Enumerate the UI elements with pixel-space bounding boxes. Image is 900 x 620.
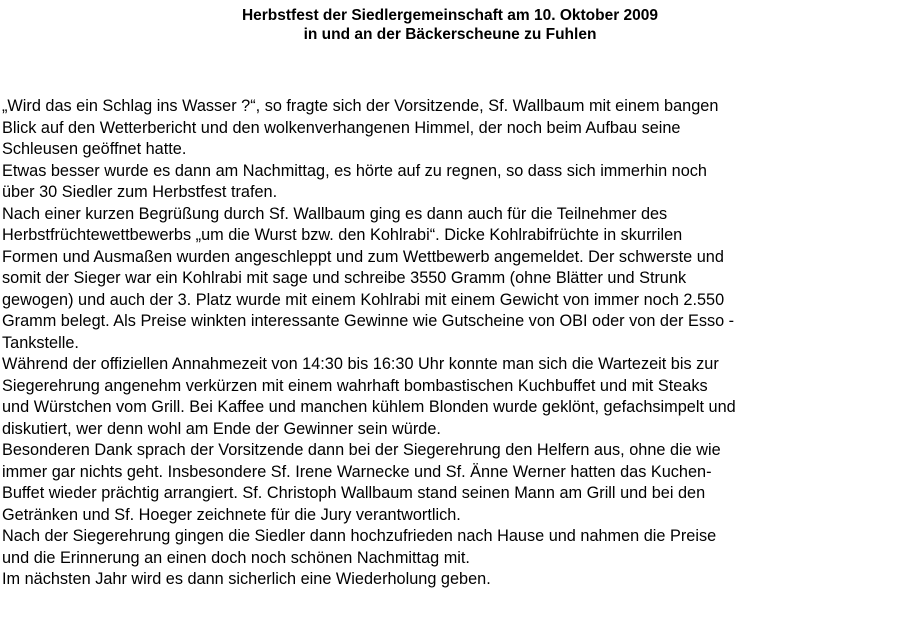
title-line: Herbstfest der Siedlergemeinschaft am 10. Oktober 2009 [241, 7, 659, 24]
body-line: Im nächsten Jahr wird es dann sicherlich eine Wiederholung geben. [2, 570, 491, 588]
body-line: Blick auf den Wetterbericht und den wolkenverhangenen Himmel, der noch beim Aufbau seine [2, 118, 681, 137]
document-title [0, 6, 900, 44]
body-line: Schleusen geöffnet hatte. [2, 140, 187, 158]
body-line: Besonderen Dank sprach der Vorsitzende dann bei der Siegerehrung den Helfern aus, ohne die wie [2, 441, 721, 459]
body-line: Nach einer kurzen Begrüßung durch Sf. Wallbaum ging es dann auch für die Teilnehmer des [2, 204, 668, 223]
body-line: Siegerehrung angenehm verkürzen mit einem wahrhaft bombastischen Kuchbuffet und mit Steaks [2, 376, 708, 395]
body-line: Getränken und Sf. Hoeger zeichnete für die Jury verantwortlich. [2, 505, 461, 524]
body-line: Herbstfrüchtewettbewerbs „um die Wurst bzw. den Kohlrabi“. Dicke Kohlrabifrüchte in skurrilen [2, 226, 683, 244]
body-line: Etwas besser wurde es dann am Nachmittag, es hörte auf zu regnen, so dass sich immerhin noch [2, 161, 707, 180]
title-line: in und an der Bäckerscheune zu Fuhlen [303, 26, 597, 43]
body-line: Nach der Siegerehrung gingen die Siedler dann hochzufrieden nach Hause und nahmen die Preise [2, 527, 717, 545]
body-line: Buffet wieder prächtig arrangiert. Sf. Christoph Wallbaum stand seinen Mann am Grill und bei den [2, 484, 706, 502]
body-line: Gramm belegt. Als Preise winkten interessante Gewinne wie Gutscheine von OBI oder von der Esso - [2, 312, 735, 330]
body-line: Formen und Ausmaßen wurden angeschleppt und zum Wettbewerb angemeldet. Der schwerste und [2, 247, 724, 266]
body-line: und Würstchen vom Grill. Bei Kaffee und manchen kühlem Blonden wurde geklönt, gefachsimpelt und [2, 398, 736, 416]
body-line: Tankstelle. [2, 333, 79, 352]
article-body [2, 96, 898, 591]
body-line: somit der Sieger war ein Kohlrabi mit sage und schreibe 3550 Gramm (ohne Blätter und Strunk [2, 269, 687, 287]
body-line: Während der offiziellen Annahmezeit von 14:30 bis 16:30 Uhr konnte man sich die Wartezeit bis zur [2, 355, 719, 373]
body-line: und die Erinnerung an einen doch noch schönen Nachmittag mit. [2, 548, 470, 567]
body-line: „Wird das ein Schlag ins Wasser ?“, so fragte sich der Vorsitzende, Sf. Wallbaum mit einem bangen [2, 97, 719, 115]
body-line: immer gar nichts geht. Insbesondere Sf. Irene Warnecke und Sf. Änne Werner hatten das Kuchen- [2, 462, 712, 481]
body-line: diskutiert, wer denn wohl am Ende der Gewinner sein würde. [2, 419, 441, 438]
body-line: über 30 Siedler zum Herbstfest trafen. [2, 183, 278, 201]
body-line: gewogen) und auch der 3. Platz wurde mit einem Kohlrabi mit einem Gewicht von immer noch 2.550 [2, 290, 725, 309]
